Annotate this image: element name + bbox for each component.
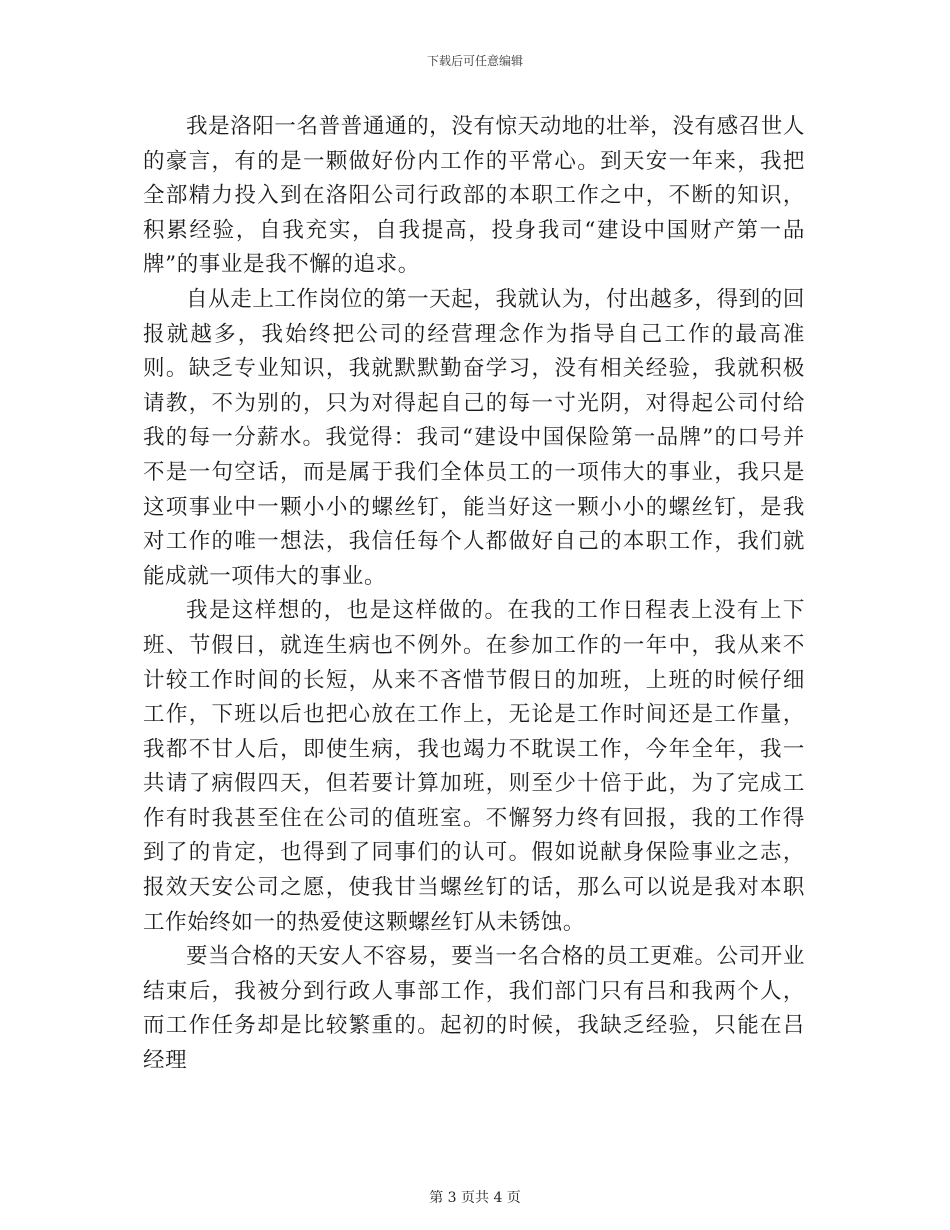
paragraph-2: 自从走上工作岗位的第一天起，我就认为，付出越多，得到的回报就越多，我始终把公司的经营理念作为指导自己工作的最高准则。缺乏专业知识，我就默默勤奋学习，没有相关经验，我就积极请教，不为别的，只为对得起自己的每一寸光阴，对得起公司付给我的每一分薪水。我觉得：我司“建设中国保险第一品牌”的口号并不是一句空话，而是属于我们全体员工的一项伟大的事业，我只是这项事业中一颗小小的螺丝钉，能当好这一颗小小的螺丝钉，是我对工作的唯一想法，我信任每个人都做好自己的本职工作，我们就能成就一项伟大的事业。: [143, 286, 805, 589]
paragraph-1: 我是洛阳一名普普通通的，没有惊天动地的壮举，没有感召世人的豪言，有的是一颗做好份内工作的平常心。到天安一年来，我把全部精力投入到在洛阳公司行政部的本职工作之中，不断的知识，积累经验，自我充实，自我提高，投身我司“建设中国财产第一品牌”的事业是我不懈的追求。: [143, 114, 805, 278]
page-footer: 第 3 页共 4 页: [429, 1190, 521, 1206]
paragraph-4: 要当合格的天安人不容易，要当一名合格的员工更难。公司开业结束后，我被分到行政人事部工作，我们部门只有吕和我两个人，而工作任务却是比较繁重的。起初的时候，我缺乏经验，只能在吕经理: [143, 944, 805, 1074]
document-body: [143, 110, 805, 1079]
page-header: 下载后可任意编辑: [426, 54, 523, 68]
paragraph-3: 我是这样想的，也是这样做的。在我的工作日程表上没有上下班、节假日，就连生病也不例外。在参加工作的一年中，我从来不计较工作时间的长短，从来不吝惜节假日的加班，上班的时候仔细工作，下班以后也把心放在工作上，无论是工作时间还是工作量，我都不甘人后，即使生病，我也竭力不耽误工作，今年全年，我一共请了病假四天，但若要计算加班，则至少十倍于此，为了完成工作有时我甚至住在公司的值班室。不懈努力终有回报，我的工作得到了的肯定，也得到了同事们的认可。假如说献身保险事业之志，报效天安公司之愿，使我甘当螺丝钉的话，那么可以说是我对本职工作始终如一的热爱使这颗螺丝钉从未锈蚀。: [143, 598, 805, 935]
